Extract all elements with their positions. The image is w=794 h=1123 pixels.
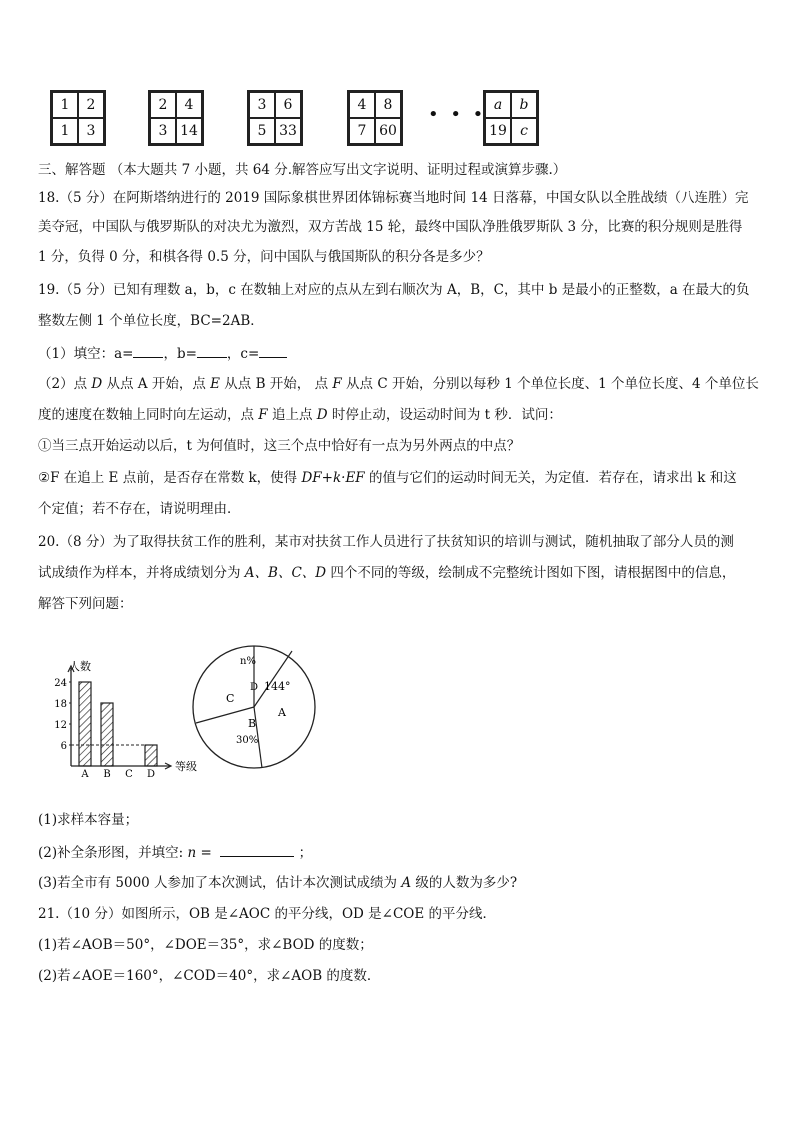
pie-label-c: C: [226, 692, 235, 705]
text-run: 级的人数为多少?: [411, 875, 518, 891]
point-d: D: [91, 376, 103, 392]
grid-cell: 2: [150, 92, 176, 118]
answer-blank-b[interactable]: [197, 343, 227, 358]
math-expression: DF+k·EF: [301, 470, 365, 486]
grid-cell: 60: [375, 118, 401, 144]
y-tick-label: 12: [54, 720, 67, 731]
grid-2: [148, 90, 204, 146]
grid-cell: 6: [275, 92, 301, 118]
grid-cell: 33: [275, 118, 301, 144]
q19-fill-b-label: ，b=: [163, 346, 197, 362]
text-run: (2)补全条形图，并填空:: [38, 845, 188, 861]
grid-cell: a: [485, 92, 511, 118]
pie-annotation-b: 30%: [236, 735, 259, 746]
grid-cell: 3: [249, 92, 275, 118]
q20-part-1: (1)求样本容量；: [38, 812, 139, 828]
text-run: 的值与它们的运动时间无关，为定值．若存在，请求出 k 和这: [364, 470, 737, 486]
point-f: F: [332, 376, 342, 392]
q18-line-2: 美夺冠，中国队与俄罗斯队的对决尤为激烈，双方苦战 15 轮，最终中国队净胜俄罗斯队 3 分，比赛的积分规则是胜得: [38, 219, 743, 235]
q20-line-3: 解答下列问题：: [38, 596, 133, 612]
text-run: 追上点: [267, 407, 317, 423]
grid-cell: 19: [485, 118, 511, 144]
grid-cell: 1: [52, 92, 78, 118]
grid-cell: 14: [176, 118, 202, 144]
y-tick-label: 24: [54, 678, 67, 689]
text-run: 从点 C 开始，分别以每秒 1 个单位长度、1 个单位长度、4 个单位长: [341, 376, 759, 392]
q19-line-1: 19.（5 分）已知有理数 a，b，c 在数轴上对应的点从左到右顺次为 A，B，C，其中 b 是最小的正整数，a 在最大的负: [38, 282, 750, 298]
q20-part-3: [38, 873, 760, 893]
point-d: D: [316, 407, 328, 423]
bar-b: [101, 703, 113, 766]
grid-5: [483, 90, 539, 146]
grid-cell: 2: [78, 92, 104, 118]
answer-blank-a[interactable]: [133, 343, 163, 358]
q19-part-2-line-2: [38, 405, 760, 425]
grid-3: [247, 90, 303, 146]
grid-1: [50, 90, 106, 146]
q21-part-2: (2)若∠AOE＝160°，∠COD＝40°，求∠AOB 的度数．: [38, 968, 381, 984]
pie-label-a: A: [278, 706, 286, 719]
q20-line-2: [38, 563, 760, 583]
grid-cell: 8: [375, 92, 401, 118]
text-run: （2）点: [38, 376, 92, 392]
grid-cell: 4: [349, 92, 375, 118]
text-run: 度的速度在数轴上同时向左运动，点: [38, 407, 259, 423]
point-e: E: [210, 376, 220, 392]
text-run: 从点 A 开始，点: [102, 376, 211, 392]
q18-line-3: 1 分，负得 0 分，和棋各得 0.5 分，问中国队与俄国斯队的积分各是多少？: [38, 249, 490, 265]
pattern-grids: [50, 90, 750, 146]
grid-cell: c: [511, 118, 537, 144]
y-tick-label: 18: [54, 699, 67, 710]
x-axis-label: 等级: [175, 760, 197, 773]
q19-sub-2-line-1: [38, 468, 760, 488]
grade-letters: A、B、C、D: [244, 565, 327, 581]
text-run: (3)若全市有 5000 人参加了本次测试，估计本次测试成绩为: [38, 875, 402, 891]
y-tick-label: 6: [60, 741, 67, 752]
point-f: F: [258, 407, 268, 423]
grade-a: A: [401, 875, 412, 891]
grid-4: [347, 90, 403, 146]
x-tick-label: D: [146, 769, 156, 780]
q19-fill-c-label: ，c=: [226, 346, 260, 362]
text-run: 时停止动，设运动时间为 t 秒．试问：: [327, 407, 562, 423]
pie-chart: [192, 645, 322, 770]
text-run: 四个不同的等级，绘制成不完整统计图如下图，请根据图中的信息，: [326, 565, 736, 581]
q21-line-1: 21.（10 分）如图所示，OB 是∠AOC 的平分线，OD 是∠COE 的平分线．: [38, 906, 497, 922]
answer-blank-n[interactable]: [220, 842, 294, 857]
pie-divider: [254, 651, 292, 707]
x-tick-label: B: [103, 769, 111, 780]
text-run: 试成绩作为样本，并将成绩划分为: [38, 565, 245, 581]
q21-part-1: (1)若∠AOB＝50°，∠DOE＝35°，求∠BOD 的度数；: [38, 937, 373, 953]
x-tick-label: C: [125, 769, 133, 780]
q19-sub-1: ①当三点开始运动以后，t 为何值时，这三个点中恰好有一点为另外两点的中点？: [38, 438, 521, 454]
grid-cell: b: [511, 92, 537, 118]
q20-part-2: [38, 842, 760, 863]
pie-label-b: B: [248, 717, 257, 730]
q19-part-1: [38, 343, 760, 364]
text-run: 从点 B 开始， 点: [220, 376, 333, 392]
q20-line-1: 20.（8 分）为了取得扶贫工作的胜利，某市对扶贫工作人员进行了扶贫知识的培训与测试，随机抽取了部分人员的测: [38, 534, 734, 550]
bar-d: [145, 745, 157, 766]
answer-blank-c[interactable]: [259, 343, 287, 358]
q19-sub-2-line-2: 个定值；若不存在，请说明理由．: [38, 501, 241, 517]
pie-divider: [196, 707, 254, 723]
variable-n: n =: [187, 845, 212, 861]
grid-cell: 3: [78, 118, 104, 144]
pie-label-d: D: [250, 682, 259, 693]
q19-part-2-line-1: [38, 374, 760, 394]
x-tick-label: A: [81, 769, 89, 780]
grid-cell: 4: [176, 92, 202, 118]
grid-cell: 1: [52, 118, 78, 144]
grid-cell: 3: [150, 118, 176, 144]
text-run: ；: [298, 845, 313, 861]
text-run: ②F 在追上 E 点前，是否存在常数 k，使得: [38, 470, 302, 486]
bar-a: [79, 682, 91, 766]
q18-line-1: 18.（5 分）在阿斯塔纳进行的 2019 国际象棋世界团体锦标赛当地时间 14 日落幕，中国女队以全胜战绩（八连胜）完: [38, 190, 749, 206]
y-axis-label: 人数: [69, 660, 91, 673]
pie-annotation-a: 144°: [264, 680, 291, 693]
pie-annotation-d: n%: [240, 656, 256, 667]
q19-fill-a-label: （1）填空：a=: [38, 346, 134, 362]
ellipsis-dots: • • •: [428, 104, 487, 125]
grid-cell: 7: [349, 118, 375, 144]
grid-cell: 5: [249, 118, 275, 144]
q19-line-2: 整数左侧 1 个单位长度，BC=2AB．: [38, 313, 264, 329]
section-heading: 三、解答题 （本大题共 7 小题，共 64 分.解答应写出文字说明、证明过程或演算步骤.）: [38, 162, 567, 178]
